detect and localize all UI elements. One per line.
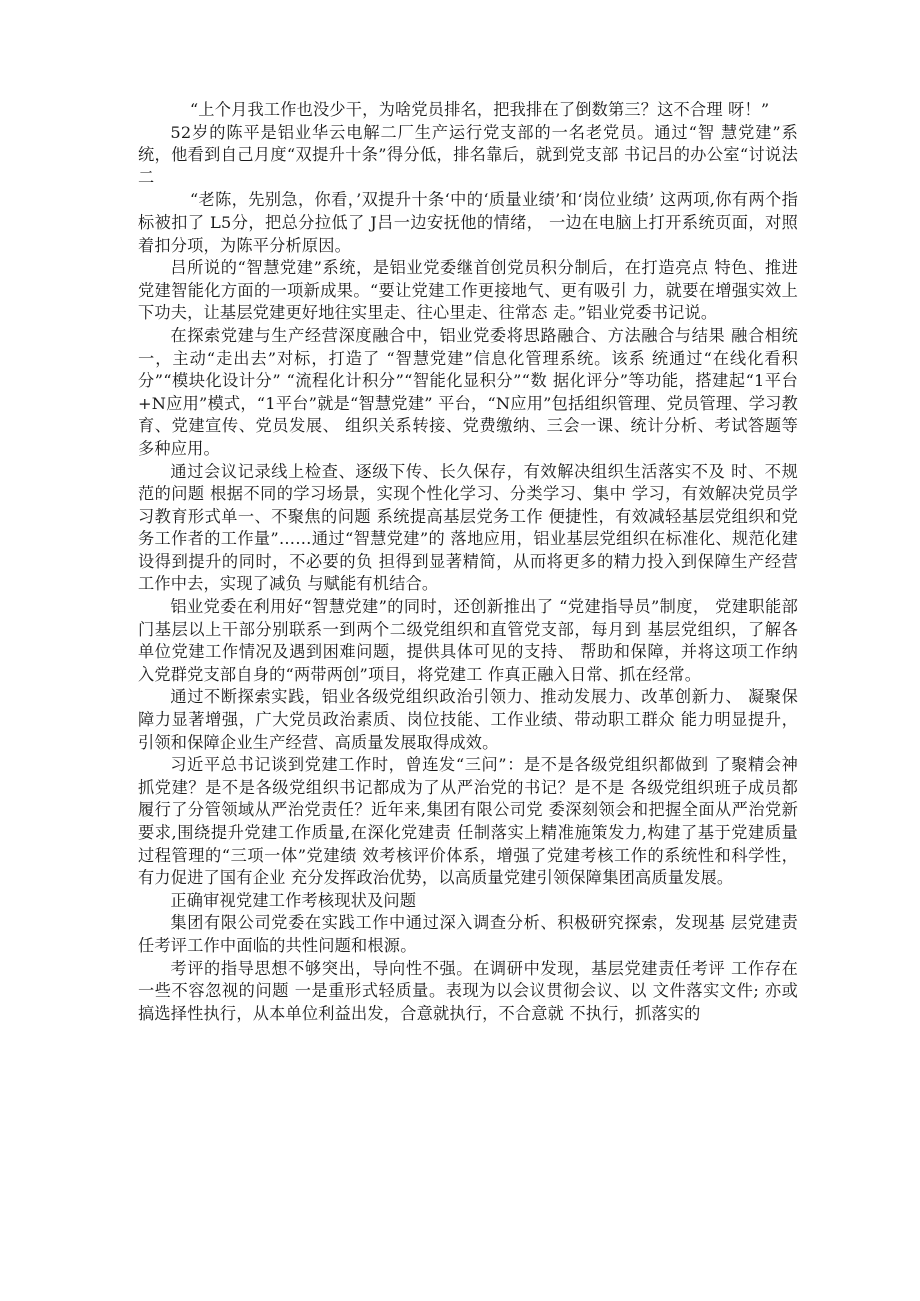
- section-heading: 正确审视党建工作考核现状及问题: [170, 890, 417, 910]
- paragraph: “上个月我工作也没少干，为啥党员排名，把我排在了倒数第三？这不合理 呀！”: [189, 100, 770, 119]
- paragraph: “老陈，先别急，你看，’双提升十条‘中的‘质量业绩’和‘岗位业绩’ 这两项,你有两个指标被扣了 L5分，把总分拉低了 J吕一边安抚他的情绪， 一边在电脑上打开系统页面，对照着扣分项，为陈平分析原因。: [138, 190, 798, 255]
- paragraph: 吕所说的“智慧党建”系统，是铝业党委继首创党员积分制后，在打造亮点 特色、推进党建智能化方面的一项新成果。“要让党建工作更接地气、更有吸引 力，就要在增强实效上下功夫，让基层党建更好地往实里走、往心里走、往常态 走。”铝业党委书记说。: [138, 258, 798, 323]
- paragraph: 通过不断探索实践，铝业各级党组织政治引领力、推动发展力、改革创新力、 凝聚保障力显著增强，广大党员政治素质、岗位技能、工作业绩、带动职工群众 能力明显提升，引领和保障企业生产经营、高质量发展取得成效。: [138, 687, 798, 752]
- paragraph: 集团有限公司党委在实践工作中通过深入调查分析、积极研究探索，发现基 层党建责任考评工作中面临的共性问题和根源。: [138, 913, 798, 955]
- paragraph: 在探索党建与生产经营深度融合中，铝业党委将思路融合、方法融合与结果 融合相统一，主动“走出去”对标，打造了 “智慧党建”信息化管理系统。该系 统通过“在线化看积分”“模块化设计分” “流程化计积分”“智能化显积分”“数 据化评分”等功能，搭建起“1平台+N应用”模式，“1平台”就是“智慧党建” 平台，“N应用”包括组织管理、党员管理、学习教育、党建宣传、党员发展、 组织关系转接、党费缴纳、三会一课、统计分析、考试答题等多种应用。: [138, 325, 798, 458]
- paragraph: 通过会议记录线上检查、逐级下传、长久保存，有效解决组织生活落实不及 时、不规范的问题 根据不同的学习场景，实现个性化学习、分类学习、集中 学习，有效解决党员学习教育形式单一、不聚焦的问题 系统提高基层党务工作 便捷性，有效减轻基层党组织和党务工作者的工作量”……通过“智慧党建”的 落地应用，铝业基层党组织在标准化、规范化建设得到提升的同时，不必要的负 担得到显著精简，从而将更多的精力投入到保障生产经营工作中去，实现了减负 与赋能有机结合。: [138, 461, 798, 594]
- paragraph: 考评的指导思想不够突出，导向性不强。在调研中发现，基层党建责任考评 工作存在一些不容忽视的问题 一是重形式轻质量。表现为以会议贯彻会议、以 文件落实文件; 亦或搞选择性执行，从本单位利益出发，合意就执行，不合意就 不执行，抓落实的: [138, 958, 798, 1023]
- document-body: [138, 99, 798, 1025]
- paragraph: 52岁的陈平是铝业华云电解二厂生产运行党支部的一名老党员。通过“智 慧党建”系统，他看到自己月度“双提升十条”得分低，排名靠后，就到党支部 书记吕的办公室“讨说法二: [138, 122, 798, 187]
- paragraph: 习近平总书记谈到党建工作时，曾连发“三问”：是不是各级党组织都做到 了聚精会神抓党建？是不是各级党组织书记都成为了从严治党的书记？是不是 各级党组织班子成员都履行了分管领域从严治党责任？近年来,集团有限公司党 委深刻领会和把握全面从严治党新要求,围绕提升党建工作质量,在深化党建责 任制落实上精准施策发力,构建了基于党建质量过程管理的“三项一体”党建绩 效考核评价体系，增强了党建考核工作的系统性和科学性，有力促进了国有企业 充分发挥政治优势，以高质量党建引领保障集团高质量发展。: [138, 755, 798, 888]
- paragraph: 铝业党委在利用好“智慧党建”的同时，还创新推出了 “党建指导员”制度， 党建职能部门基层以上干部分别联系一到两个二级党组织和直管党支部，每月到 基层党组织，了解各单位党建工作情况及遇到困难问题，提供具体可见的支持、 帮助和保障，并将这项工作纳入党群党支部自身的“两带两创”项目，将党建工 作真正融入日常、抓在经常。: [138, 597, 798, 684]
